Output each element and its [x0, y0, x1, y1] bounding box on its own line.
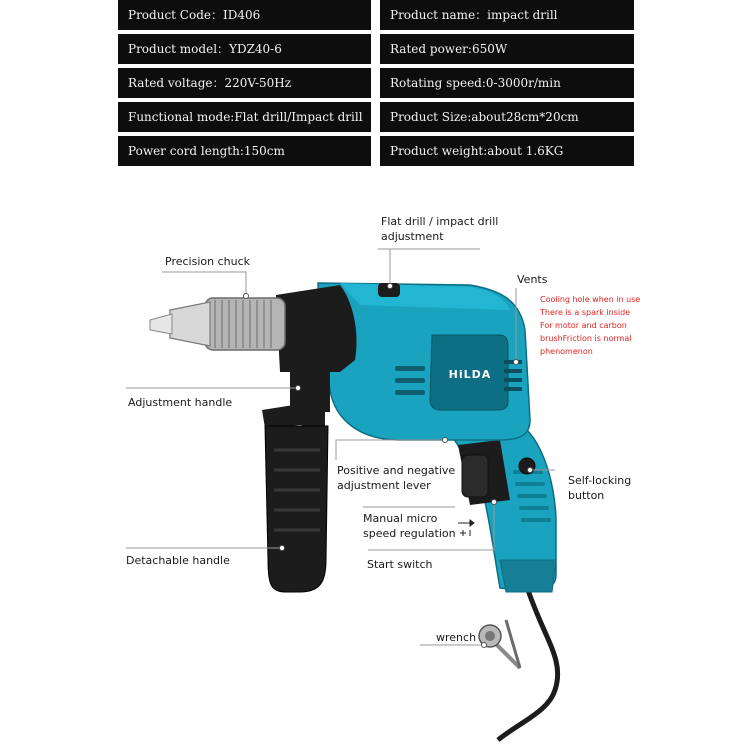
precision-chuck	[150, 298, 285, 350]
vent-note-line: brushFriction is normal	[540, 334, 632, 343]
spec-functional-mode: Functional mode:Flat drill/Impact drill	[118, 102, 371, 132]
callout-start-switch: Start switch	[367, 558, 433, 571]
power-cord	[498, 590, 558, 740]
callout-self-locking-line2: button	[568, 489, 605, 502]
spec-rated-voltage: Rated voltage：220V-50Hz	[118, 68, 371, 98]
vent-note-line: Cooling hole when in use	[540, 295, 641, 304]
spec-product-weight: Product weight:about 1.6KG	[380, 136, 634, 166]
brand-logo: HiLDA	[448, 368, 492, 381]
callout-vents: Vents	[517, 273, 548, 286]
callout-self-locking-button	[568, 473, 631, 503]
callout-manual-micro-speed	[363, 511, 456, 541]
start-switch-trigger	[462, 455, 488, 497]
spec-rated-power: Rated power:650W	[380, 34, 634, 64]
vent-note-line: phenomenon	[540, 347, 593, 356]
vent-note	[540, 293, 640, 358]
plus-minus-arrows-icon	[458, 520, 474, 536]
spec-product-name: Product name：impact drill	[380, 0, 634, 30]
callout-positive-negative-line1: Positive and negative	[337, 464, 456, 477]
callout-positive-negative-line2: adjustment lever	[337, 479, 431, 492]
callout-flat-drill-adjustment	[381, 214, 498, 244]
callout-positive-negative-lever	[337, 463, 455, 493]
spec-product-size: Product Size:about28cm*20cm	[380, 102, 634, 132]
spec-product-code: Product Code：ID406	[118, 0, 371, 30]
front-collar	[276, 285, 357, 372]
callout-flat-drill-line2: adjustment	[381, 230, 444, 243]
vent-note-line: There is a spark inside	[540, 308, 631, 317]
callout-manual-micro-line1: Manual micro	[363, 512, 438, 525]
vent-note-line: For motor and carbon	[540, 321, 627, 330]
spec-power-cord-length: Power cord length:150cm	[118, 136, 371, 166]
callout-adjustment-handle: Adjustment handle	[128, 396, 233, 409]
callout-precision-chuck: Precision chuck	[165, 255, 250, 268]
callout-flat-drill-line1: Flat drill / impact drill	[381, 215, 499, 228]
callout-detachable-handle: Detachable handle	[126, 554, 230, 567]
callout-self-locking-line1: Self-locking	[568, 474, 632, 487]
self-locking-knob	[519, 458, 535, 474]
spec-rotating-speed: Rotating speed:0-3000r/min	[380, 68, 634, 98]
callout-manual-micro-line2: speed regulation	[363, 527, 456, 540]
spec-product-model: Product model：YDZ40-6	[118, 34, 371, 64]
callout-wrench: wrench	[436, 631, 477, 644]
